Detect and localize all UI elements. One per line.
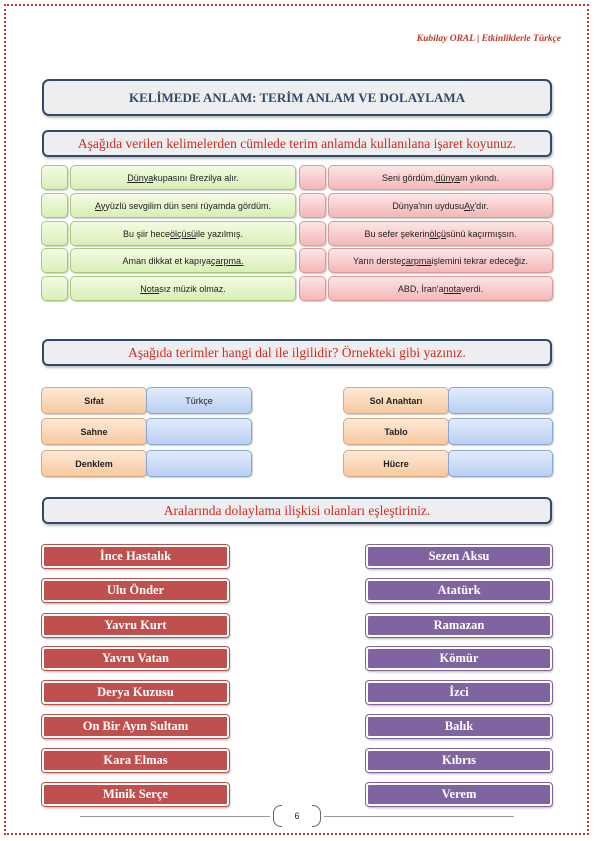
sentence-right-4: Yarın derste çarpma işlemini tekrar edeceğiz. xyxy=(328,248,553,273)
answer-left-2[interactable] xyxy=(146,418,252,445)
dolaylama-left-5[interactable]: Derya Kuzusu xyxy=(42,681,229,704)
section2-instruction-box xyxy=(42,339,552,366)
dolaylama-right-1[interactable]: Sezen Aksu xyxy=(366,545,552,568)
dolaylama-right-4[interactable]: Kömür xyxy=(366,647,552,670)
term-left-3: Denklem xyxy=(41,450,147,477)
dolaylama-right-5[interactable]: İzci xyxy=(366,681,552,704)
term-right-2: Tablo xyxy=(343,418,449,445)
checkbox-right-1[interactable] xyxy=(299,165,326,190)
dolaylama-right-7[interactable]: Kıbrıs xyxy=(366,749,552,772)
checkbox-left-2[interactable] xyxy=(41,193,68,218)
dolaylama-left-8[interactable]: Minik Serçe xyxy=(42,783,229,806)
sentence-right-5: ABD, İran'a nota verdi. xyxy=(328,276,553,301)
answer-left-1[interactable]: Türkçe xyxy=(146,387,252,414)
page-title-box xyxy=(42,79,552,116)
checkbox-left-3[interactable] xyxy=(41,221,68,246)
sentence-left-1: Dünya kupasını Brezilya alır. xyxy=(70,165,296,190)
term-left-1: Sıfat xyxy=(41,387,147,414)
answer-left-3[interactable] xyxy=(146,450,252,477)
sentence-left-2: Ay yüzlü sevgilim dün seni rüyamda gördüm. xyxy=(70,193,296,218)
footer-line-left xyxy=(80,816,270,817)
term-left-2: Sahne xyxy=(41,418,147,445)
sentence-left-5: Nota sız müzik olmaz. xyxy=(70,276,296,301)
section3-instruction-box xyxy=(42,497,552,524)
checkbox-left-4[interactable] xyxy=(41,248,68,273)
site-name: Etkinliklerle Türkçe xyxy=(481,34,561,44)
sentence-right-3: Bu sefer şekerin ölçü sünü kaçırmışsın. xyxy=(328,221,553,246)
dolaylama-left-4[interactable]: Yavru Vatan xyxy=(42,647,229,670)
section1-instruction-box xyxy=(42,130,552,157)
page-title: KELİMEDE ANLAM: TERİM ANLAM VE DOLAYLAMA xyxy=(129,89,465,105)
checkbox-left-1[interactable] xyxy=(41,165,68,190)
section3-instruction: Aralarında dolaylama ilişkisi olanları eşleştiriniz. xyxy=(163,502,431,518)
author-name: Kubilay ORAL xyxy=(416,34,475,44)
checkbox-right-2[interactable] xyxy=(299,193,326,218)
dolaylama-left-7[interactable]: Kara Elmas xyxy=(42,749,229,772)
section1-instruction: Aşağıda verilen kelimelerden cümlede terim anlamda kullanılana işaret koyunuz. xyxy=(77,135,517,151)
answer-right-2[interactable] xyxy=(448,418,553,445)
sentence-right-1: Seni gördüm, dünya m yıkındı. xyxy=(328,165,553,190)
term-right-1: Sol Anahtarı xyxy=(343,387,449,414)
sentence-left-3: Bu şiir hece ölçüsü ile yazılmış. xyxy=(70,221,296,246)
checkbox-right-5[interactable] xyxy=(299,276,326,301)
term-right-3: Hücre xyxy=(343,450,449,477)
dolaylama-left-1[interactable]: İnce Hastalık xyxy=(42,545,229,568)
dolaylama-right-3[interactable]: Ramazan xyxy=(366,614,552,637)
header-brand xyxy=(417,34,561,44)
checkbox-right-3[interactable] xyxy=(299,221,326,246)
dolaylama-left-6[interactable]: On Bir Ayın Sultanı xyxy=(42,715,229,738)
section2-instruction: Aşağıda terimler hangi dal ile ilgilidir? Örnekteki gibi yazınız. xyxy=(128,344,466,360)
page-number-text: 6 xyxy=(294,811,300,821)
page-number xyxy=(273,805,321,827)
dolaylama-left-3[interactable]: Yavru Kurt xyxy=(42,614,229,637)
sentence-left-4: Aman dikkat et kapıya çarpma. xyxy=(70,248,296,273)
footer-line-right xyxy=(324,816,514,817)
answer-right-1[interactable] xyxy=(448,387,553,414)
dolaylama-right-2[interactable]: Atatürk xyxy=(366,579,552,602)
dolaylama-left-2[interactable]: Ulu Önder xyxy=(42,579,229,602)
dolaylama-right-8[interactable]: Verem xyxy=(366,783,552,806)
header-separator: | xyxy=(477,34,480,44)
checkbox-left-5[interactable] xyxy=(41,276,68,301)
dolaylama-right-6[interactable]: Balık xyxy=(366,715,552,738)
checkbox-right-4[interactable] xyxy=(299,248,326,273)
answer-right-3[interactable] xyxy=(448,450,553,477)
sentence-right-2: Dünya'nın uydusu Ay 'dır. xyxy=(328,193,553,218)
